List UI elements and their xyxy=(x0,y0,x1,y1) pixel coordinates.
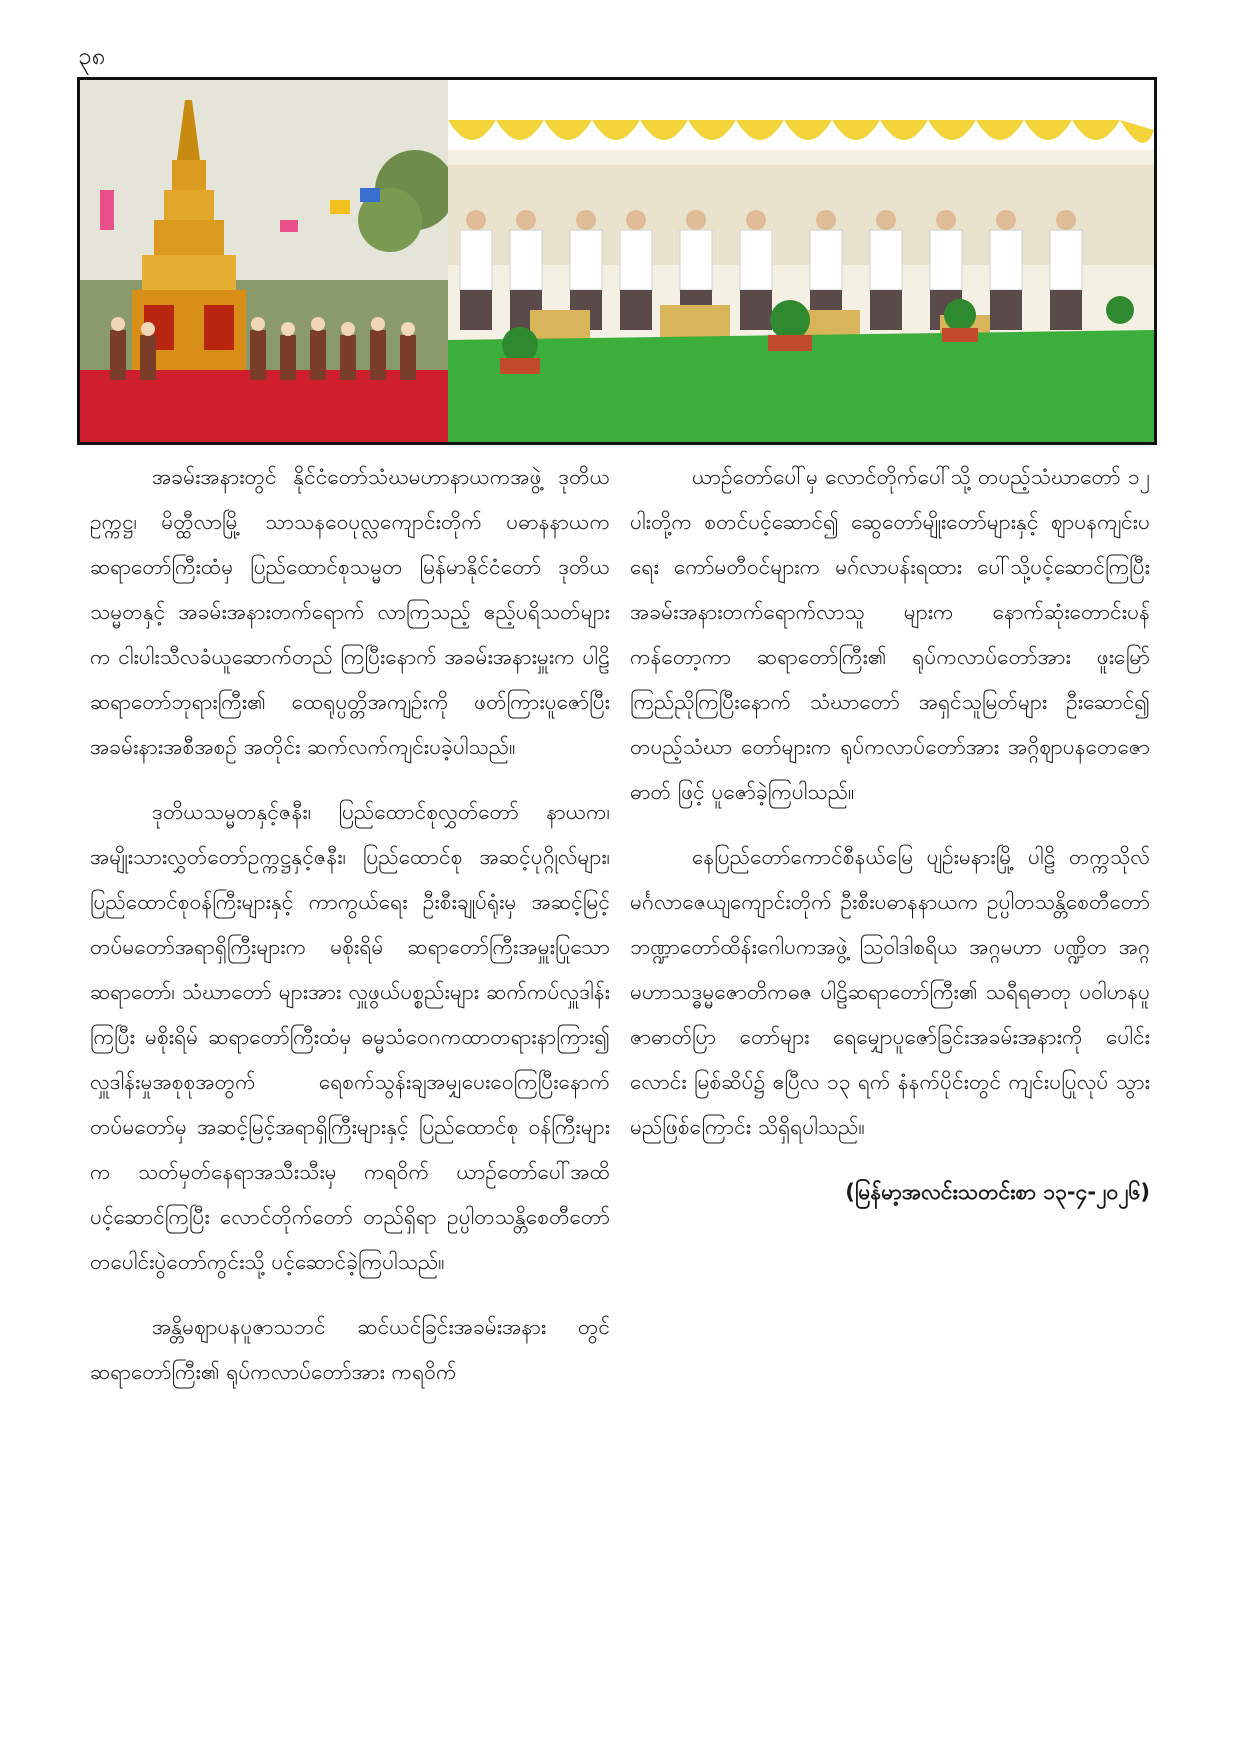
photo xyxy=(80,80,1154,442)
pagoda-procession-photo xyxy=(80,80,455,442)
page-number: ၃၈ xyxy=(78,42,106,70)
right-column xyxy=(630,455,1150,1235)
paragraph: အန္တိမဈာပနပူဇာသဘင် ဆင်ယင်ခြင်းအခမ်းအနား တွင် ဆရာတော်ကြီး၏ ရုပ်ကလာပ်တော်အား ကရဝိက် xyxy=(90,1315,610,1384)
paragraph: အခမ်းအနားတွင် နိုင်ငံတော်သံဃမဟာနာယကအဖွဲ့ ဒုတိယဥက္ကဋ္ဌ၊ မိတ္ထီလာမြို့ သာသနဝေပုလ္လကျောင်းတိုက် ပဓာနနာယကဆရာတော်ကြီးထံမှ ပြည်ထောင်စုသမ္မတ မြန်မာနိုင်ငံတော် ဒုတိယသမ္မတနှင့် အခမ်းအနားတက်ရောက် လာကြသည့် ဧည့်ပရိသတ်များက ငါးပါးသီလခံယူဆောက်တည် ကြပြီးနောက် အခမ်းအနားမှူးက ပါဠိဆရာတော်ဘုရားကြီး၏ ထေရုပ္ပတ္တိအကျဉ်းကို ဖတ်ကြားပူဇော်ပြီး အခမ်းနားအစီအစဉ် အတိုင်း ဆက်လက်ကျင်းပခဲ့ပါသည်။ xyxy=(90,465,610,759)
paragraph: ယာဉ်တော်ပေါ်မှ လောင်တိုက်ပေါ်သို့ တပည့်သံဃာတော် ၁၂ ပါးတို့က စတင်ပင့်ဆောင်၍ ဆွေတော်မျိုးတော်များနှင့် ဈာပနကျင်းပရေး ကော်မတီဝင်များက မဂ်လာပန်းရထား ပေါ်သို့ပင့်ဆောင်ကြပြီး အခမ်းအနားတက်ရောက်လာသူ များက နောက်ဆုံးတောင်းပန်ကန်တော့ကာ ဆရာတော်ကြီး၏ ရုပ်ကလာပ်တော်အား ဖူးမြော်ကြည်ညိုကြပြီးနောက် သံဃာတော် အရှင်သူမြတ်များ ဦးဆောင်၍ တပည့်သံဃာ တော်များက ရုပ်ကလာပ်တော်အား အဂ္ဂိဈာပနတေဇောဓာတ် ဖြင့် ပူဇော်ခဲ့ကြပါသည်။ xyxy=(630,465,1150,804)
photo-frame xyxy=(77,77,1157,445)
officials-paying-homage-photo xyxy=(448,80,1154,442)
left-column xyxy=(90,455,610,1415)
paragraph: ဒုတိယသမ္မတနှင့်ဇနီး၊ ပြည်ထောင်စုလွှတ်တော် နာယက၊ အမျိုးသားလွှတ်တော်ဥက္ကဋ္ဌနှင့်ဇနီး၊ ပြည်ထောင်စု အဆင့်ပုဂ္ဂိုလ်များ၊ ပြည်ထောင်စုဝန်ကြီးများနှင့် ကာကွယ်ရေး ဦးစီးချုပ်ရုံးမှ အဆင့်မြင့်တပ်မတော်အရာရှိကြီးများက မစိုးရိမ် ဆရာတော်ကြီးအမှူးပြုသော ဆရာတော်၊ သံဃာတော် များအား လှူဖွယ်ပစ္စည်းများ ဆက်ကပ်လှူဒါန်းကြပြီး မစိုးရိမ် ဆရာတော်ကြီးထံမှ ဓမ္မသံဝေဂကထာတရားနာကြား၍ လှူဒါန်းမှုအစုစုအတွက် ရေစက်သွန်းချအမျှပေးဝေကြပြီးနောက် တပ်မတော်မှ အဆင့်မြင့်အရာရှိကြီးများနှင့် ပြည်ထောင်စု ဝန်ကြီးများက သတ်မှတ်နေရာအသီးသီးမှ ကရဝိက် ယာဉ်တော်ပေါ်အထိ ပင့်ဆောင်ကြပြီး လောင်တိုက်တော် တည်ရှိရာ ဥပ္ပါတသန္တိစေတီတော် တပေါင်းပွဲတော်ကွင်းသို့ ပင့်ဆောင်ခဲ့ကြပါသည်။ xyxy=(90,800,610,1274)
paragraph: နေပြည်တော်ကောင်စီနယ်မြေ ပျဉ်းမနားမြို့ ပါဠိ တက္ကသိုလ် မင်္ဂလာဇေယျကျောင်းတိုက် ဦးစီးပဓာနနာယက ဥပ္ပါတသန္တိစေတီတော် ဘဏ္ဍာတော်ထိန်းဂေါပကအဖွဲ့ ဩဝါဒါစရိယ အဂ္ဂမဟာ ပဏ္ဍိတ အဂ္ဂမဟာသဒ္ဓမ္မဇောတိကဓဇ ပါဠိဆရာတော်ကြီး၏ သရီရဓာတု ပဝါဟနပူဇာဓာတ်ပြာ တော်များ ရေမျှောပူဇော်ခြင်းအခမ်းအနားကို ပေါင်းလောင်း မြစ်ဆိပ်၌ ဧပြီလ ၁၃ ရက် နံနက်ပိုင်းတွင် ကျင်းပပြုလုပ် သွားမည်ဖြစ်ကြောင်း သိရှိရပါသည်။ xyxy=(630,845,1150,1139)
source-citation: (မြန်မာ့အလင်းသတင်းစာ ၁၃-၄-၂၀၂၆) xyxy=(845,1180,1150,1204)
